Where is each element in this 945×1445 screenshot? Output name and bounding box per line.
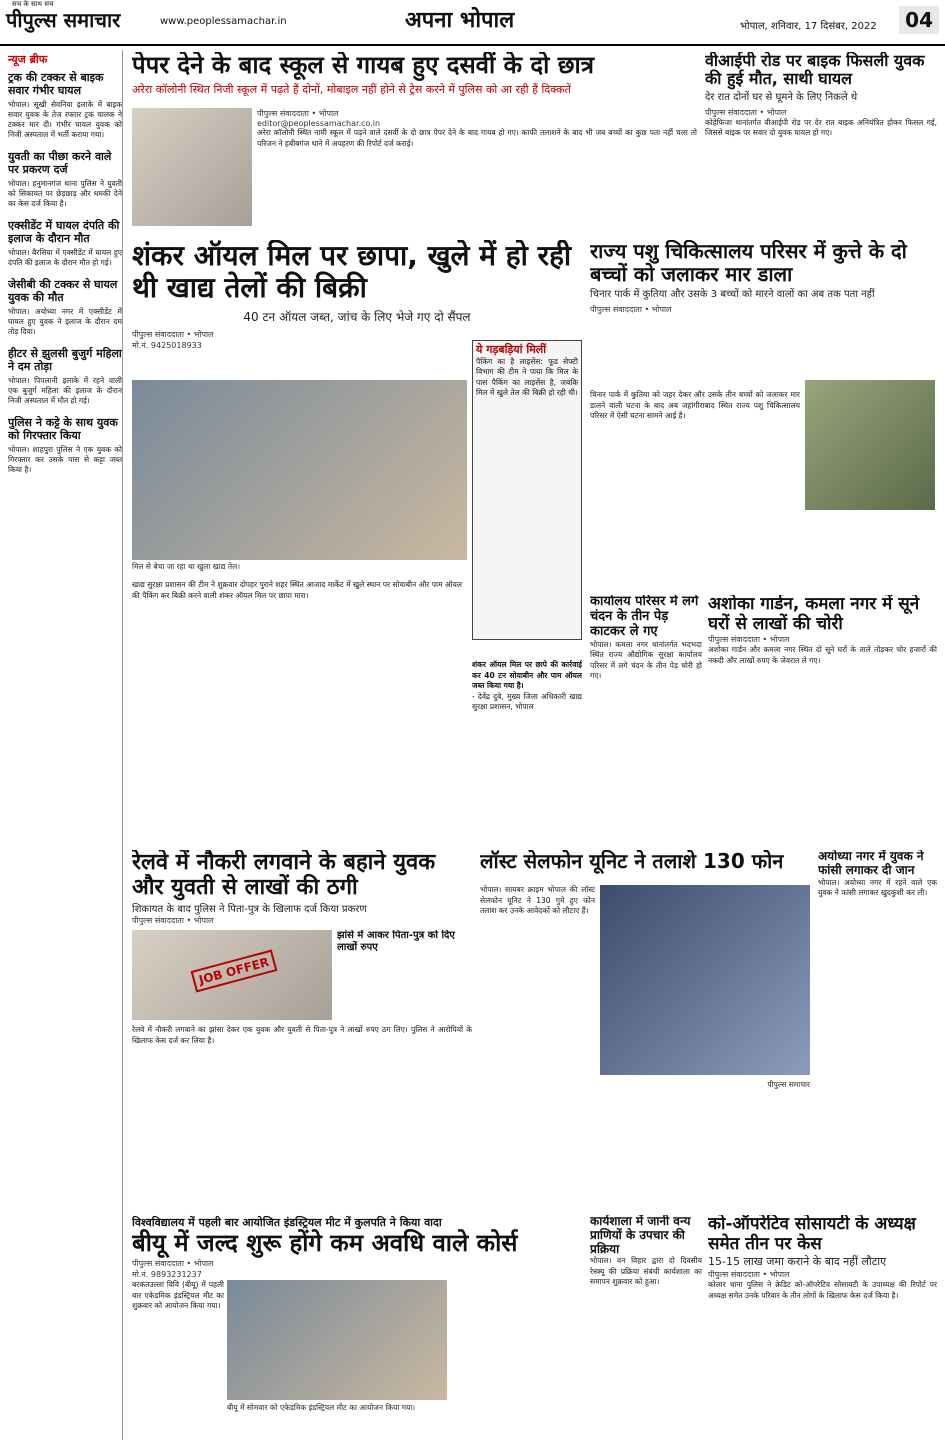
story-headline: अयोध्या नगर में युवक ने फांसी लगाकर दी जान	[818, 850, 924, 877]
story-headline: राज्य पशु चिकित्सालय परिसर में कुत्ते के दो बच्चों को जलाकर मार डाला	[590, 240, 907, 286]
quote-attribution: - देवेंद्र दुबे, मुख्य जिला अधिकारी खाद्य सुरक्षा प्रशासन, भोपाल	[472, 691, 582, 711]
brief-item	[8, 347, 122, 406]
job-offer-illustration	[132, 930, 332, 1020]
story-photo	[600, 885, 810, 1075]
story-body: अरेरा कॉलोनी स्थित नामी स्कूल में पढ़ने वाले दसवीं के दो छात्र पेपर देने के बाद गायब हो गए। काफी तलाशने के बाद भी जब बच्चों का कुछ पता नहीं चला तो परिजन ने हबीबगंज थाने में अपहरण की रिपोर्ट दर्ज कराई।	[257, 128, 697, 148]
brand-logo: पीपुल्स समाचार	[6, 8, 121, 32]
story-body: कोलार थाना पुलिस ने क्रेडिट को-ऑपरेटिव सोसायटी के उपाध्यक्ष की रिपोर्ट पर अध्यक्ष समेत उनके परिवार के तीन लोगों के खिलाफ केस दर्ज किया है।	[708, 1280, 937, 1300]
story-body: भोपाल। सायबर क्राइम भोपाल की लॉस्ट सेलफोन यूनिट ने 130 गुमे हुए फोन तलाश कर उनके आवेदकों को लौटाए हैं।	[480, 885, 595, 915]
story-headline: शंकर ऑयल मिल पर छापा, खुले में हो रही थी खाद्य तेलों की बिक्री	[132, 240, 572, 305]
story-headline: लॉस्ट सेलफोन यूनिट ने तलाशे 130 फोन	[480, 850, 784, 873]
story-photo	[227, 1280, 447, 1400]
story-vip-road-accident	[705, 52, 937, 232]
story-byline: पीपुल्स संवाददाता • भोपाल	[708, 1270, 790, 1280]
story-headline: कार्यशाला में जानी वन्य प्राणियों के उपचार की प्रक्रिया	[590, 1215, 691, 1256]
story-byline: पीपुल्स संवाददाता • भोपाल	[132, 915, 214, 925]
job-offer-stamp: JOB OFFER	[191, 950, 278, 993]
story-body: भोपाल। कमला नगर थानांतर्गत भदभदा स्थित राज्य औद्योगिक सुरक्षा कार्यालय परिसर में लगे चंदन के तीन पेड़ चोरी हो गए।	[590, 639, 702, 681]
brand-tagline: सच के साथ सच	[12, 0, 54, 8]
brief-item	[8, 150, 122, 209]
quote-text: शंकर ऑयल मिल पर छापे की कार्रवाई कर 40 टन सोयाबीन और पाम ऑयल जब्त किया गया है।	[472, 660, 582, 690]
sidebar-box	[472, 340, 582, 640]
story-body: कोहेफिजा थानांतर्गत वीआईपी रोड पर देर रात बाइक अनियंत्रित होकर फिसल गई, जिससे बाइक पर सवार दो युवक घायल हो गए।	[705, 117, 937, 138]
story-puppies-killed	[590, 240, 937, 585]
quote-box	[472, 660, 582, 820]
story-headline: रेलवे में नौकरी लगवाने के बहाने युवक और युवती से लाखों की ठगी	[132, 850, 436, 901]
story-deck: शिकायत के बाद पुलिस ने पिता-पुत्र के खिलाफ दर्ज किया प्रकरण	[132, 903, 367, 915]
brief-text: भोपाल। बैरसिया में एक्सीडेंट में घायल हुए दंपति की इलाज के दौरान मौत हो गई।	[8, 248, 122, 267]
page-number: 04	[899, 6, 939, 34]
story-bu-short-courses	[132, 1215, 582, 1440]
story-mobile: मो.नं. 9425018933	[132, 341, 202, 351]
sidebar-text: पैकिंग का है लाइसेंस: फूड सेफ्टी विभाग की टीम ने पाया कि मिल के पास पैकिंग का लाइसेंस है, जबकि मिल में खुले तेल की बिक्री हो रही थी।	[476, 356, 578, 398]
story-oil-mill-raid	[132, 240, 582, 830]
story-body: बरकतउल्ला विवि (बीयू) में पहली बार एकेडमिक इंडस्ट्रियल मीट का शुक्रवार को आयोजन किया गया।	[132, 1280, 224, 1310]
brief-title: जेसीबी की टक्कर से घायल युवक की मौत	[8, 278, 118, 304]
brand-url[interactable]: www.peoplessamachar.in	[160, 16, 287, 27]
brief-text: भोपाल। शाहपुरा पुलिस ने एक युवक को गिरफ्तार कर उसके पास से कट्टा जब्त किया है।	[8, 445, 122, 474]
brief-text: भोपाल। पिपलानी इलाके में रहने वाली एक बुजुर्ग महिला की इलाज के दौरान निजी अस्पताल में मौत हो गई।	[8, 376, 122, 405]
story-deck: चिनार पार्क में कुतिया और उसके 3 बच्चों को मारने वालों का अब तक पता नहीं	[590, 289, 875, 300]
story-illustration	[132, 108, 252, 226]
story-body: भोपाल। अयोध्या नगर में रहने वाले एक युवक ने फांसी लगाकर खुदकुशी कर ली।	[818, 877, 937, 898]
brief-text: भोपाल। अयोध्या नगर में एक्सीडेंट में घायल हुए युवक ने इलाज के दौरान दम तोड़ दिया।	[8, 307, 122, 336]
story-caption: बीयू में सोमवार को एकेडमिक इंडस्ट्रियल मीट का आयोजन किया गया।	[227, 1403, 416, 1412]
story-body: रेलवे में नौकरी लगवाने का झांसा देकर एक युवक और युवती से पिता-पुत्र ने लाखों रुपए ठग लिए। पुलिस ने आरोपियों के खिलाफ केस दर्ज कर लिया है।	[132, 1025, 472, 1045]
story-byline: पीपुल्स संवाददाता • भोपाल	[708, 635, 790, 645]
section-title: अपना भोपाल	[405, 8, 515, 33]
story-ayodhya-nagar-suicide	[818, 850, 937, 1210]
story-headline: को-ऑपरेटिव सोसायटी के अध्यक्ष समेत तीन पर केस	[708, 1215, 916, 1254]
sidebar-title: झांसे में आकर पिता-पुत्र को दिए लाखों रुपए	[337, 930, 455, 953]
story-deck: देर रात दोनों घर से घूमने के लिए निकले थे	[705, 91, 858, 103]
story-deck: 40 टन ऑयल जब्त, जांच के लिए भेजे गए दो सैंपल	[243, 310, 471, 325]
story-headline: वीआईपी रोड पर बाइक फिसली युवक की हुई मौत, साथी घायल	[705, 52, 925, 89]
story-byline: पीपुल्स संवाददाता • भोपाल	[257, 109, 339, 118]
sidebar-title: ये गड़बड़ियां मिलीं	[476, 343, 547, 356]
story-body: भोपाल। वन विहार द्वारा दो दिवसीय रेस्क्यू की प्रक्रिया संबंधी कार्यशाला का समापन शुक्रवार को हुआ।	[590, 1256, 702, 1287]
story-email[interactable]: editor@peoplessamachar.co.in	[257, 119, 381, 128]
story-body: चिनार पार्क में कुतिया को जहर देकर और उसके तीन बच्चों को जलाकर मार डालने वाली घटना के बाद अब जहांगीराबाद स्थित राज्य पशु चिकित्सालय परिसर में ऐसी घटना सामने आई है।	[590, 390, 800, 420]
brief-item	[8, 219, 122, 268]
story-missing-students	[132, 52, 697, 227]
masthead	[0, 0, 945, 46]
story-byline: पीपुल्स संवाददाता • भोपाल	[705, 107, 787, 117]
story-house-burglary	[708, 595, 937, 845]
brief-title: पुलिस ने कट्टे के साथ युवक को गिरफ्तार किया	[8, 416, 118, 442]
story-byline: पीपुल्स संवाददाता • भोपाल	[132, 330, 214, 340]
story-sandalwood-theft	[590, 595, 702, 845]
story-byline: पीपुल्स संवाददाता • भोपाल	[132, 1258, 214, 1268]
story-headline: पेपर देने के बाद स्कूल से गायब हुए दसवीं के दो छात्र	[132, 52, 594, 79]
story-body: अशोका गार्डन और कमला नगर स्थित दो सूने घरों के ताले तोड़कर चोर हजारों की नकदी और लाखों रुपए के जेवरात ले गए।	[708, 645, 937, 665]
brief-item	[8, 416, 122, 475]
brief-title: युवती का पीछा करने वाले पर प्रकरण दर्ज	[8, 150, 112, 176]
brief-text: भोपाल। सूखी सेवनिया इलाके में बाइक सवार युवक के तेज रफ्तार ट्रक चालक ने टक्कर मार दी। गंभीर घायल युवक को निजी अस्पताल में भर्ती कराया गया।	[8, 100, 122, 139]
brief-title: ट्रक की टक्कर से बाइक सवार गंभीर घायल	[8, 71, 104, 97]
brief-item	[8, 278, 122, 337]
story-lost-phones-recovered	[480, 850, 810, 1210]
story-headline: अशोका गार्डन, कमला नगर में सूने घरों से लाखों की चोरी	[708, 595, 920, 634]
story-mobile: मो.नं. 9893231237	[132, 1269, 202, 1279]
story-headline: बीयू में जल्द शुरू होंगे कम अवधि वाले कोर्स	[132, 1229, 518, 1257]
brief-text: भोपाल। हनुमानगंज थाना पुलिस ने युवती को सिकायत पर छेड़छाड़ और धमकी देने का केस दर्ज किया है।	[8, 179, 122, 208]
story-caption: मिल से बेचा जा रहा था खुला खाद्य तेल।	[132, 562, 241, 571]
brief-title: हीटर से झुलसी बुजुर्ग महिला ने दम तोड़ा	[8, 347, 122, 373]
story-railway-job-fraud	[132, 850, 472, 1210]
story-photo	[132, 380, 467, 560]
brief-title: एक्सीडेंट में घायल दंपति की इलाज के दौरान मौत	[8, 219, 120, 245]
story-cooperative-fraud	[708, 1215, 937, 1440]
story-kicker: विश्वविद्यालय में पहली बार आयोजित इंडस्ट्रियल मीट में कुलपति ने किया वादा	[132, 1216, 442, 1229]
story-wildlife-workshop	[590, 1215, 702, 1440]
story-body: खाद्य सुरक्षा प्रशासन की टीम ने शुक्रवार दोपहर पुराने शहर स्थित आजाद मार्केट में खुले स्थान पर सोयाबीन और पाम ऑयल की पैकिंग कर बिक्री करने वाली शंकर ऑयल मिल पर छापा मारा।	[132, 580, 462, 600]
news-brief-column	[8, 50, 123, 1440]
story-headline: कार्यालय परिसर में लगे चंदन के तीन पेड़ काटकर ले गए	[590, 595, 699, 639]
dateline: भोपाल, शनिवार, 17 दिसंबर, 2022	[740, 21, 877, 32]
story-photo	[805, 380, 935, 510]
story-caption: पीपुल्स समाचार	[767, 1080, 810, 1089]
story-byline: पीपुल्स संवाददाता • भोपाल	[590, 305, 672, 314]
story-deck: अरेरा कॉलोनी स्थित निजी स्कूल में पढ़ते हैं दोनों, मोबाइल नहीं होने से ट्रेस करने में पुलिस को आ रही हैं दिक्कतें	[132, 82, 571, 96]
news-brief-label: न्यूज ब्रीफ	[8, 53, 48, 66]
brief-item	[8, 71, 122, 140]
story-deck: 15-15 लाख जमा कराने के बाद नहीं लौटाए	[708, 1255, 887, 1269]
